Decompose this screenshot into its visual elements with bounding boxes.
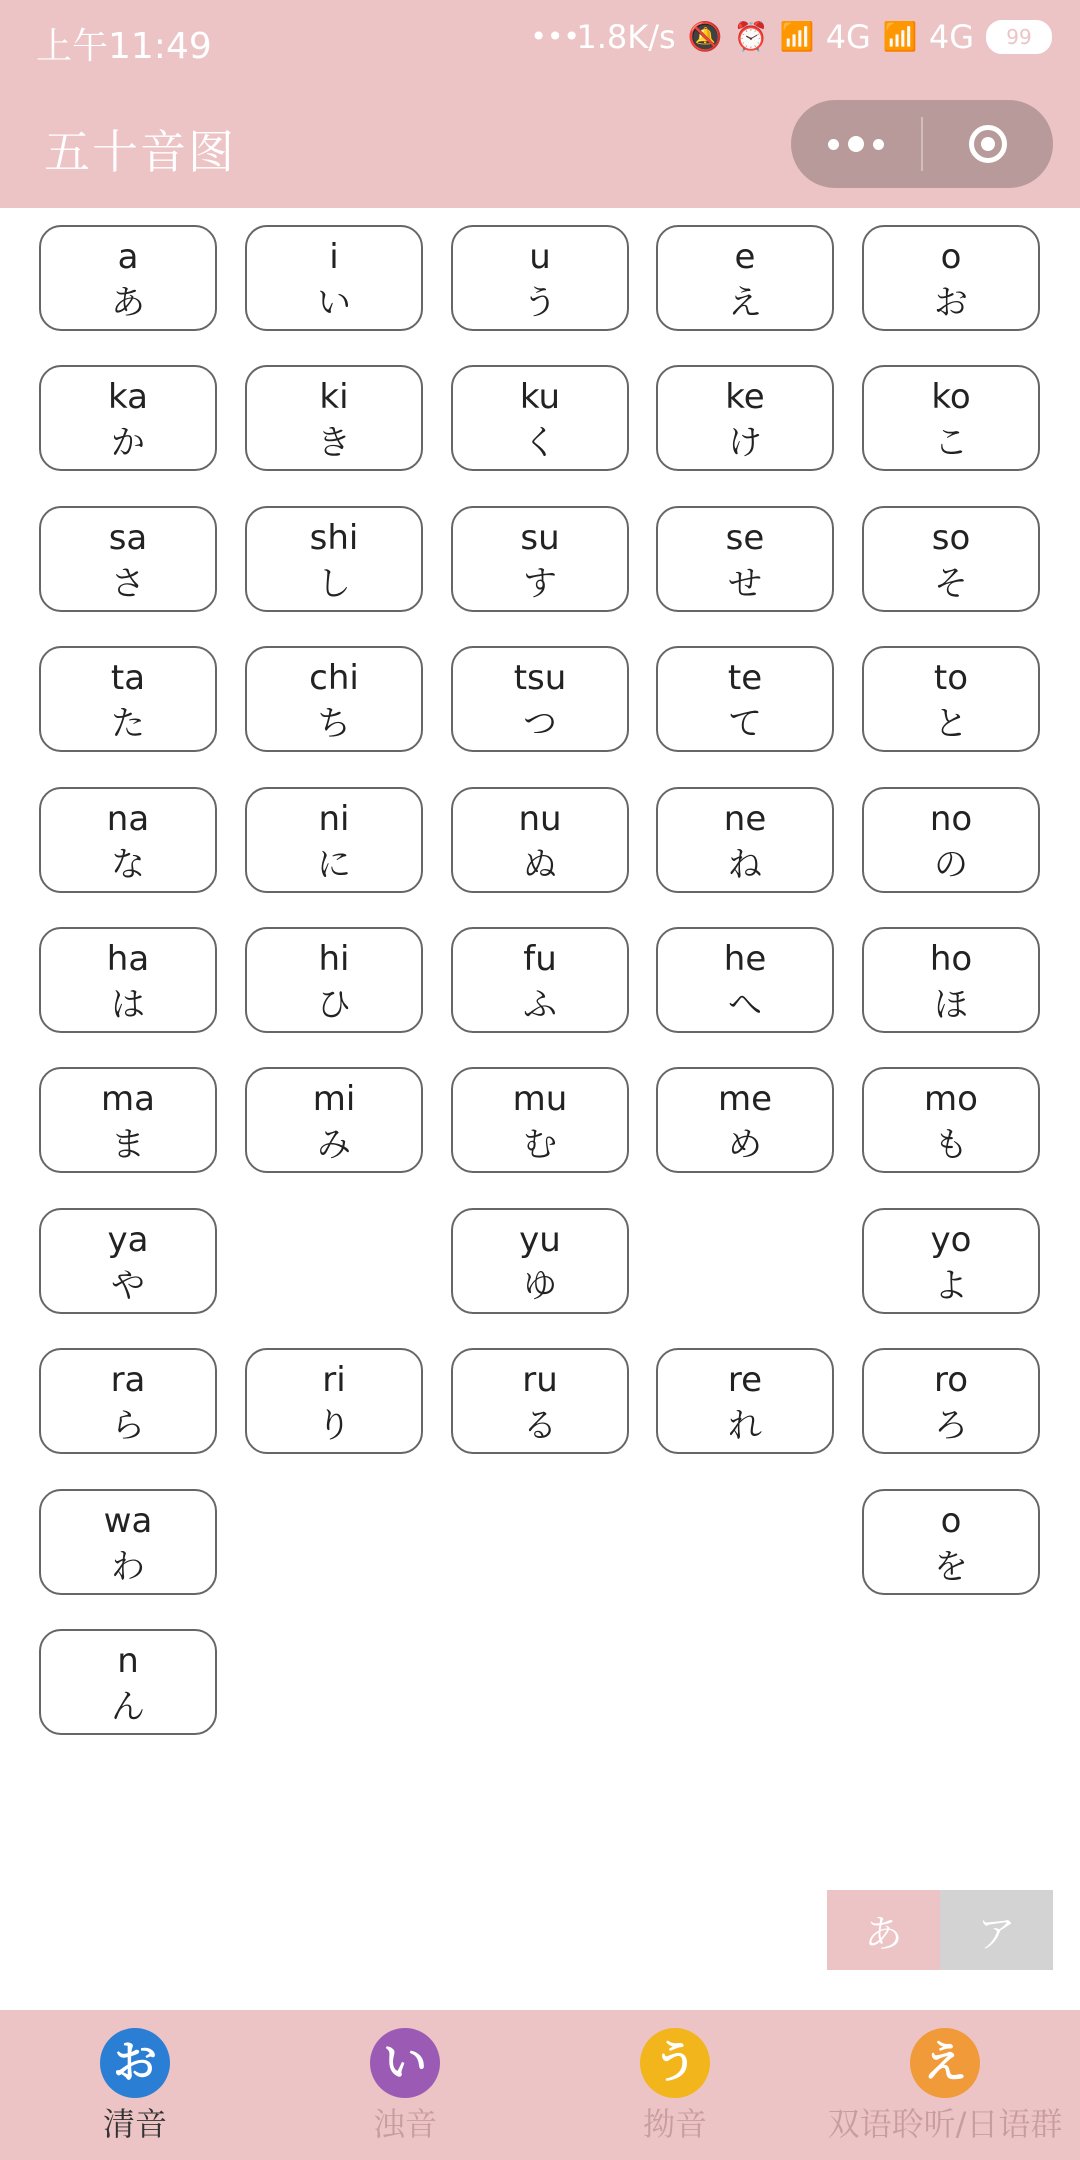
more-dots-icon: •••	[530, 20, 580, 53]
romaji-label: ta	[110, 658, 146, 698]
romaji-label: na	[106, 799, 150, 839]
mute-icon: 🔕	[687, 20, 723, 53]
kana-cell-wa[interactable]	[39, 1489, 217, 1595]
romaji-label: se	[725, 518, 765, 558]
youon-u-icon: う	[640, 2028, 710, 2098]
romaji-label: yu	[519, 1220, 561, 1260]
romaji-label: to	[933, 658, 969, 698]
kana-cell-n[interactable]	[39, 1629, 217, 1735]
kana-cell-shi[interactable]	[245, 506, 423, 612]
romaji-label: chi	[309, 658, 359, 698]
kana-label: み	[317, 1125, 351, 1165]
romaji-label: o	[940, 1501, 962, 1541]
romaji-label: hi	[318, 939, 350, 979]
romaji-label: ki	[319, 377, 349, 417]
kana-label: を	[934, 1547, 968, 1587]
kana-cell-ha[interactable]	[39, 927, 217, 1033]
romaji-label: tsu	[513, 658, 567, 698]
status-icons	[530, 18, 1052, 56]
kana-label: う	[523, 283, 557, 323]
hd-signal-icon: 📶	[779, 20, 815, 53]
kana-cell-me[interactable]	[656, 1067, 834, 1173]
romaji-label: ka	[108, 377, 148, 417]
romaji-label: u	[529, 237, 551, 277]
more-dots-icon[interactable]	[791, 100, 921, 188]
kana-cell-ko[interactable]	[862, 365, 1040, 471]
kana-label: え	[728, 283, 762, 323]
tab-bilingual-label: 双语聆听/日语群	[827, 2105, 1063, 2143]
romaji-label: so	[931, 518, 971, 558]
kana-label: や	[111, 1266, 145, 1306]
nav-bar	[0, 80, 1080, 208]
status-time: 上午11:49	[36, 26, 212, 67]
romaji-label: n	[117, 1641, 139, 1681]
mini-program-capsule	[791, 100, 1053, 188]
kana-label: き	[317, 423, 351, 463]
kana-cell-ma[interactable]	[39, 1067, 217, 1173]
tab-seion[interactable]	[0, 2010, 270, 2160]
status-bar	[0, 0, 1080, 80]
kana-label: れ	[728, 1406, 762, 1446]
kana-cell-ya[interactable]	[39, 1208, 217, 1314]
tab-youon-label: 拗音	[642, 2105, 707, 2143]
tab-seion-label: 清音	[102, 2105, 167, 2143]
romaji-label: ho	[929, 939, 973, 979]
kana-label: ね	[728, 845, 762, 885]
kana-cell-ta[interactable]	[39, 646, 217, 752]
kana-label: ろ	[934, 1406, 968, 1446]
kana-cell-mo[interactable]	[862, 1067, 1040, 1173]
alarm-icon: ⏰	[733, 20, 769, 53]
kana-label: り	[317, 1406, 351, 1446]
kana-label: ほ	[934, 985, 968, 1025]
romaji-label: mo	[924, 1079, 978, 1119]
kana-label: ま	[111, 1125, 145, 1165]
romaji-label: o	[940, 237, 962, 277]
kana-cell-nu[interactable]	[451, 787, 629, 893]
romaji-label: ha	[106, 939, 150, 979]
kana-cell-ke[interactable]	[656, 365, 834, 471]
kana-label: の	[934, 845, 968, 885]
kana-cell-fu[interactable]	[451, 927, 629, 1033]
kana-cell-no[interactable]	[862, 787, 1040, 893]
kana-cell-o[interactable]	[862, 225, 1040, 331]
romaji-label: ri	[322, 1360, 346, 1400]
kana-label: そ	[934, 564, 968, 604]
kana-label: お	[934, 283, 968, 323]
romaji-label: te	[727, 658, 763, 698]
kana-label: よ	[934, 1266, 968, 1306]
kana-label: ん	[111, 1687, 145, 1727]
kana-label: も	[934, 1125, 968, 1165]
kana-label: ぬ	[523, 845, 557, 885]
kana-label: わ	[111, 1547, 145, 1587]
kana-label: る	[523, 1406, 557, 1446]
kana-label: ら	[111, 1406, 145, 1446]
kana-label: つ	[523, 704, 557, 744]
kana-cell-ne[interactable]	[656, 787, 834, 893]
romaji-label: no	[929, 799, 973, 839]
romaji-label: ni	[318, 799, 350, 839]
kana-label: さ	[111, 564, 145, 604]
kana-cell-yo[interactable]	[862, 1208, 1040, 1314]
kana-cell-hi[interactable]	[245, 927, 423, 1033]
kana-cell-re[interactable]	[656, 1348, 834, 1454]
kana-cell-se[interactable]	[656, 506, 834, 612]
kana-label: へ	[728, 985, 762, 1025]
script-toggle	[827, 1890, 1053, 1970]
kana-label: め	[728, 1125, 762, 1165]
kana-label: む	[523, 1125, 557, 1165]
kana-cell-i[interactable]	[245, 225, 423, 331]
kana-label: は	[111, 985, 145, 1025]
romaji-label: shi	[309, 518, 359, 558]
romaji-label: ne	[723, 799, 767, 839]
tab-dakuon-label: 浊音	[372, 2105, 437, 2143]
kana-cell-to[interactable]	[862, 646, 1040, 752]
romaji-label: ke	[725, 377, 765, 417]
kana-cell-ri[interactable]	[245, 1348, 423, 1454]
kana-cell-chi[interactable]	[245, 646, 423, 752]
kana-cell-so[interactable]	[862, 506, 1040, 612]
kana-label: て	[728, 704, 762, 744]
kana-label: ち	[317, 704, 351, 744]
signal-label-2: 4G	[928, 18, 974, 56]
romaji-label: sa	[108, 518, 148, 558]
page-title: 五十音图	[44, 125, 236, 179]
kana-label: し	[317, 564, 351, 604]
romaji-label: ma	[101, 1079, 155, 1119]
kana-cell-na[interactable]	[39, 787, 217, 893]
romaji-label: mu	[512, 1079, 568, 1119]
romaji-label: wa	[103, 1501, 153, 1541]
kana-cell-te[interactable]	[656, 646, 834, 752]
kana-cell-su[interactable]	[451, 506, 629, 612]
kana-cell-ru[interactable]	[451, 1348, 629, 1454]
kana-cell-ro[interactable]	[862, 1348, 1040, 1454]
kana-cell-yu[interactable]	[451, 1208, 629, 1314]
battery-icon: 99	[986, 20, 1052, 54]
kana-cell-mi[interactable]	[245, 1067, 423, 1173]
romaji-label: fu	[523, 939, 557, 979]
romaji-label: re	[727, 1360, 763, 1400]
dakuon-i-icon: い	[370, 2028, 440, 2098]
kana-label: こ	[934, 423, 968, 463]
kana-label: ふ	[523, 985, 557, 1025]
kana-cell-he[interactable]	[656, 927, 834, 1033]
romaji-label: su	[520, 518, 560, 558]
kana-label: け	[728, 423, 762, 463]
kana-cell-ki[interactable]	[245, 365, 423, 471]
kana-cell-o[interactable]	[862, 1489, 1040, 1595]
romaji-label: i	[329, 237, 339, 277]
kana-cell-ho[interactable]	[862, 927, 1040, 1033]
kana-cell-u[interactable]	[451, 225, 629, 331]
romaji-label: a	[117, 237, 139, 277]
kana-cell-a[interactable]	[39, 225, 217, 331]
tab-youon[interactable]	[540, 2010, 810, 2160]
target-close-icon[interactable]	[923, 100, 1053, 188]
kana-label: た	[111, 704, 145, 744]
romaji-label: ku	[519, 377, 561, 417]
kana-cell-ka[interactable]	[39, 365, 217, 471]
kana-cell-tsu[interactable]	[451, 646, 629, 752]
romaji-label: ya	[107, 1220, 149, 1260]
kana-label: と	[934, 704, 968, 744]
tab-bilingual[interactable]	[810, 2010, 1080, 2160]
kana-cell-e[interactable]	[656, 225, 834, 331]
kana-cell-ku[interactable]	[451, 365, 629, 471]
romaji-label: ru	[522, 1360, 558, 1400]
kana-label: ひ	[317, 985, 351, 1025]
katakana-toggle-button[interactable]: ア	[940, 1890, 1053, 1970]
romaji-label: mi	[312, 1079, 356, 1119]
kana-cell-ra[interactable]	[39, 1348, 217, 1454]
tab-dakuon[interactable]	[270, 2010, 540, 2160]
kana-label: な	[111, 845, 145, 885]
romaji-label: me	[717, 1079, 773, 1119]
romaji-label: ro	[933, 1360, 969, 1400]
hiragana-toggle-button[interactable]: あ	[827, 1890, 940, 1970]
kana-cell-sa[interactable]	[39, 506, 217, 612]
romaji-label: he	[723, 939, 767, 979]
kana-cell-mu[interactable]	[451, 1067, 629, 1173]
kana-cell-ni[interactable]	[245, 787, 423, 893]
romaji-label: e	[734, 237, 756, 277]
romaji-label: yo	[930, 1220, 972, 1260]
kana-label: く	[523, 423, 557, 463]
romaji-label: nu	[518, 799, 562, 839]
romaji-label: ko	[931, 377, 971, 417]
kana-label: に	[317, 845, 351, 885]
kana-label: せ	[728, 564, 762, 604]
kana-label: い	[317, 283, 351, 323]
bottom-tab-bar	[0, 2010, 1080, 2160]
kana-label: あ	[111, 283, 145, 323]
seion-o-icon: お	[100, 2028, 170, 2098]
signal-label-1: 4G	[825, 18, 871, 56]
bilingual-e-icon: え	[910, 2028, 980, 2098]
kana-label: か	[111, 423, 145, 463]
kana-label: す	[523, 564, 557, 604]
romaji-label: ra	[110, 1360, 146, 1400]
signal-icon: 📶	[882, 20, 918, 53]
kana-label: ゆ	[523, 1266, 557, 1306]
network-speed: 1.8K/s	[576, 18, 676, 56]
